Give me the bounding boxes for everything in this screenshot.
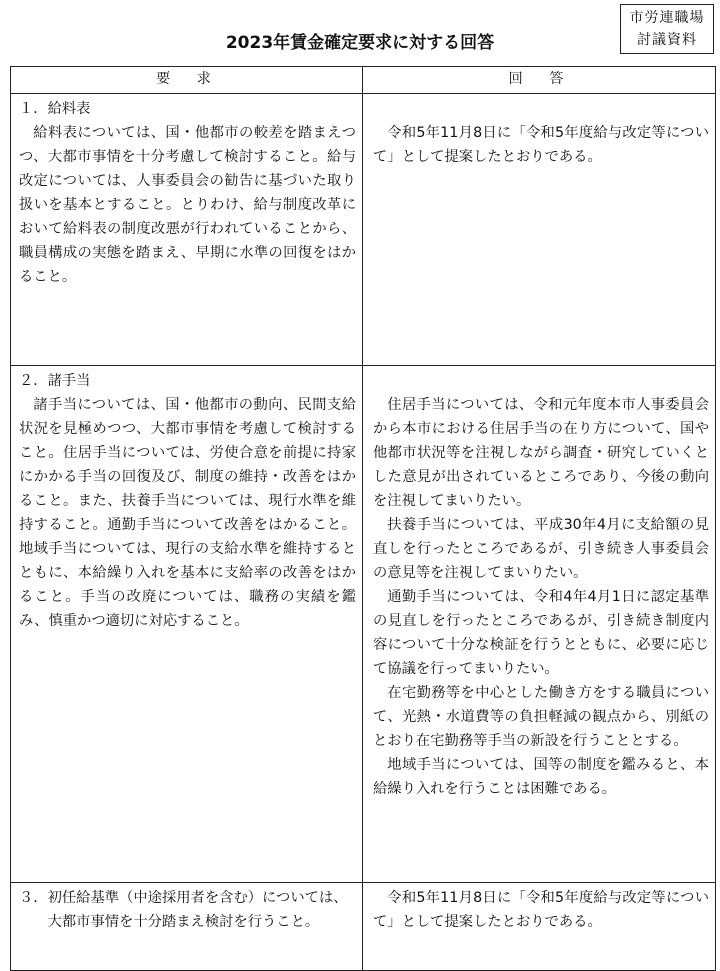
item-title: ３．初任給基準（中途採用者を含む）については、大都市事情を十分踏まえ検討を行うこと。 [19, 890, 348, 930]
table-row [11, 366, 716, 883]
answer-paragraph: 住居手当については、令和元年度本市人事委員会から本市における住居手当の在り方について、国や他都市状況等を注視しながら調査・研究していくとした意見が出されているところであり、今後の動向を注視してまいりたい。 [373, 397, 709, 509]
answer-paragraph: 在宅勤務等を中心とした働き方をする職員について、光熱・水道費等の負担軽減の観点から、別紙のとおり在宅勤務等手当の新設を行うこととする。 [373, 685, 709, 749]
answer-cell [363, 366, 716, 883]
stamp-line-1: 市労連職場 [629, 10, 705, 26]
answer-paragraph: 扶養手当については、平成30年4月に支給額の見直しを行ったところであるが、引き続き人事委員会の意見等を注視してまいりたい。 [373, 517, 709, 581]
item-title: ２．諸手当 [19, 373, 91, 389]
answer-paragraph: 地域手当については、国等の制度を鑑みると、本給繰り入れを行うことは困難である。 [373, 757, 709, 797]
answer-cell [363, 883, 716, 971]
request-cell [11, 94, 363, 366]
table-header-row [11, 67, 716, 94]
table-row [11, 883, 716, 971]
request-column-header: 要 求 [11, 67, 363, 94]
answer-paragraph: 令和5年11月8日に「令和5年度給与改定等について」として提案したとおりである。 [373, 125, 709, 165]
answer-cell [363, 94, 716, 366]
request-answer-table [10, 66, 716, 971]
page-title: 2023年賃金確定要求に対する回答 [225, 33, 495, 53]
request-cell [11, 366, 363, 883]
answer-column-header: 回 答 [363, 67, 716, 94]
request-text: 給料表については、国・他都市の較差を踏まえつつ、大都市事情を十分考慮して検討すること。給与改定については、人事委員会の勧告に基づいた取り扱いを基本とすること。とりわけ、給与制度改革において給料表の制度改悪が行われていることから、職員構成の実態を踏まえ、早期に水準の回復をはかること。 [19, 125, 356, 285]
request-cell [11, 883, 363, 971]
stamp-line-2: 討議資料 [637, 32, 697, 48]
table-row [11, 94, 716, 366]
answer-paragraph: 令和5年11月8日に「令和5年度給与改定等について」として提案したとおりである。 [373, 890, 709, 930]
answer-paragraph: 通勤手当については、令和4年4月1日に認定基準の見直しを行ったところであるが、引き続き制度内容について十分な検証を行うとともに、必要に応じて協議を行ってまいりたい。 [373, 589, 709, 677]
item-title: １．給料表 [19, 101, 91, 117]
request-text: 諸手当については、国・他都市の動向、民間支給状況を見極めつつ、大都市事情を考慮して検討すること。住居手当については、労使合意を前提に持家にかかる手当の回復及び、制度の維持・改善をはかること。また、扶養手当については、現行水準を維持すること。通勤手当について改善をはかること。地域手当については、現行の支給水準を維持するとともに、本給繰り入れを基本に支給率の改善をはかること。手当の改廃については、職務の実績を鑑み、慎重かつ適切に対応すること。 [19, 397, 356, 629]
